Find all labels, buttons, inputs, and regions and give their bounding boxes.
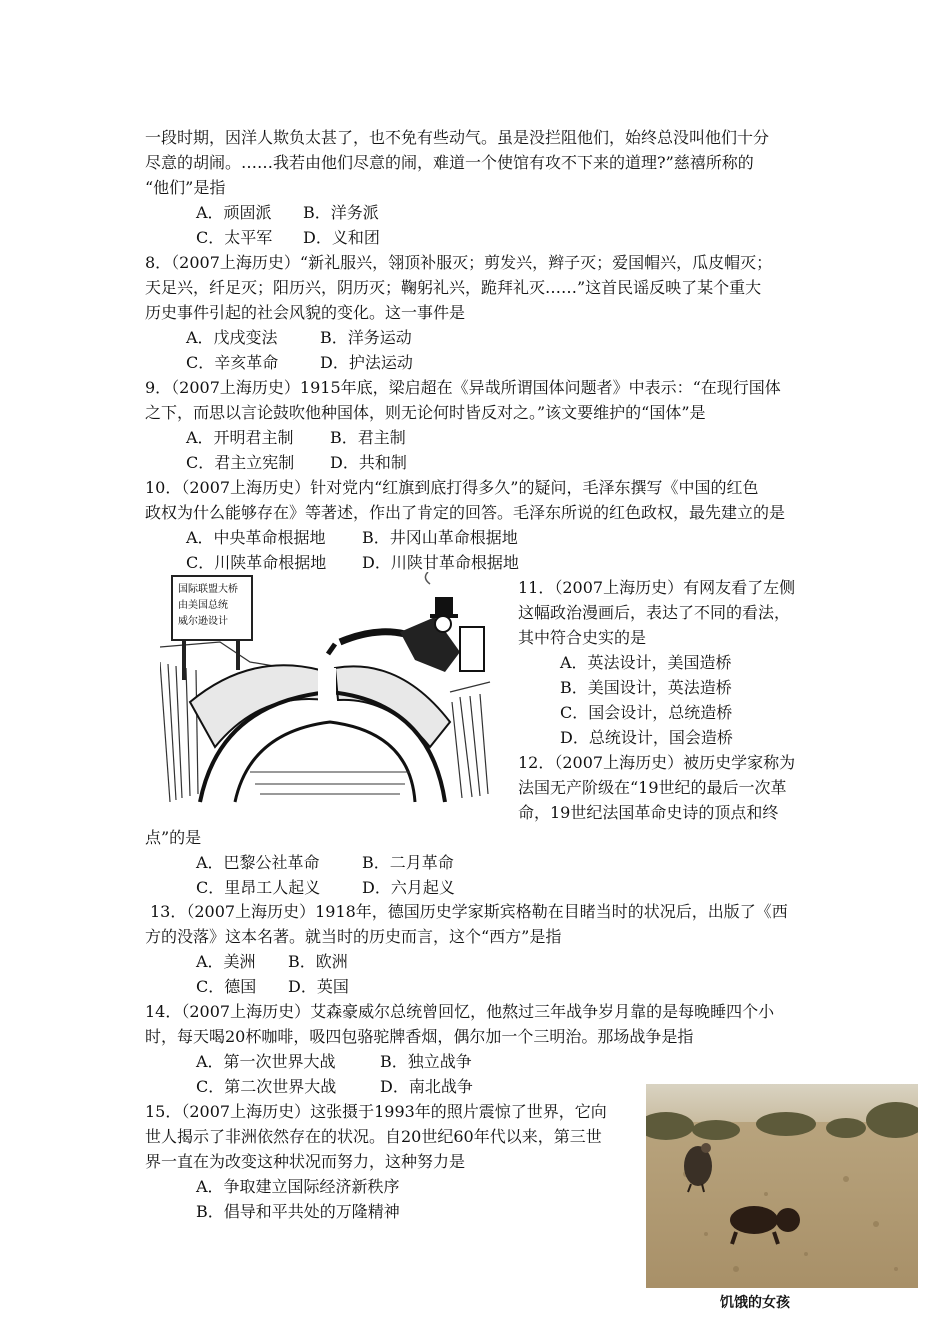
cartoon-sign-text-1: 国际联盟大桥 (178, 584, 238, 595)
q11-line-2: 这幅政治漫画后，表达了不同的看法， (518, 603, 791, 622)
q12-line-1: 12．（2007上海历史）被历史学家称为 (518, 753, 796, 772)
q7-line-2: 尽意的胡闹。……我若由他们尽意的闹，难道一个使馆有攻不下来的道理?”慈禧所称的 (145, 153, 754, 172)
q7-line-3: “他们”是指 (145, 178, 226, 197)
q11-option-c: C．国会设计，总统造桥 (560, 703, 733, 722)
q11-line-3: 其中符合史实的是 (518, 628, 647, 647)
q12-line-2: 法国无产阶级在“19世纪的最后一次革 (518, 778, 787, 797)
q10-option-d: D．川陕甘革命根据地 (362, 553, 519, 572)
q11-option-a: A．英法设计，美国造桥 (560, 653, 732, 672)
cartoon-sign-text-3: 威尔逊设计 (178, 616, 228, 627)
q15-option-a: A．争取建立国际经济新秩序 (196, 1177, 400, 1196)
q11-option-d: D．总统设计，国会造桥 (560, 728, 733, 747)
q13-line-1: 13．（2007上海历史）1918年，德国历史学家斯宾格勒在目睹当时的状况后，出版了《西 (150, 902, 788, 921)
q9-option-c: C．君主立宪制 (186, 453, 295, 472)
q15-line-3: 界一直在为改变这种状况而努力，这种努力是 (145, 1152, 466, 1171)
photo-drawing (646, 1084, 918, 1288)
q14-option-a: A．第一次世界大战 (196, 1052, 336, 1071)
q11-line-1: 11．（2007上海历史）有网友看了左侧 (518, 578, 796, 597)
q7-option-a: A．顽固派 (196, 203, 272, 222)
q13-line-2: 方的没落》这本名著。就当时的历史而言，这个“西方”是指 (145, 927, 562, 946)
q7-line-1: 一段时期，因洋人欺负太甚了，也不免有些动气。虽是没拦阻他们，始终总没叫他们十分 (145, 128, 770, 147)
q9-line-2: 之下，而思以言论鼓吹他种国体，则无论何时皆反对之。”该文要维护的“国体”是 (145, 403, 706, 422)
political-cartoon-bridge (160, 572, 496, 804)
q15-line-2: 世人揭示了非洲依然存在的状况。自20世纪60年代以来，第三世 (145, 1127, 602, 1146)
q13-option-b: B．欧洲 (288, 952, 348, 971)
q12-option-b: B．二月革命 (362, 853, 454, 872)
q13-option-a: A．美洲 (196, 952, 256, 971)
q8-option-a: A．戊戌变法 (186, 328, 278, 347)
q10-option-c: C．川陕革命根据地 (186, 553, 327, 572)
q8-line-3: 历史事件引起的社会风貌的变化。这一事件是 (145, 303, 466, 322)
q12-line-3: 命，19世纪法国革命史诗的顶点和终 (518, 803, 779, 822)
q14-option-b: B．独立战争 (380, 1052, 472, 1071)
cartoon-sign-text-2: 由美国总统 (178, 600, 228, 611)
q10-line-1: 10．（2007上海历史）针对党内“红旗到底打得多久”的疑问，毛泽东撰写《中国的红色 (145, 478, 759, 497)
q14-option-d: D．南北战争 (380, 1077, 473, 1096)
q7-option-c: C．太平军 (196, 228, 273, 247)
q14-line-2: 时，每天喝20杯咖啡，吸四包骆驼牌香烟，偶尔加一个三明治。那场战争是指 (145, 1027, 694, 1046)
starving-girl-photo (646, 1084, 918, 1288)
q10-option-a: A．中央革命根据地 (186, 528, 326, 547)
q13-option-c: C．德国 (196, 977, 257, 996)
q12-option-d: D．六月起义 (362, 878, 455, 897)
q9-option-a: A．开明君主制 (186, 428, 294, 447)
cartoon-drawing (160, 572, 496, 804)
q13-option-d: D．英国 (288, 977, 349, 996)
q7-option-b: B．洋务派 (303, 203, 379, 222)
q8-option-b: B．洋务运动 (320, 328, 412, 347)
q8-option-d: D．护法运动 (320, 353, 413, 372)
q12-option-a: A．巴黎公社革命 (196, 853, 320, 872)
q8-option-c: C．辛亥革命 (186, 353, 279, 372)
q14-option-c: C．第二次世界大战 (196, 1077, 337, 1096)
q8-line-2: 天足兴，纤足灭；阳历兴，阴历灭；鞠躬礼兴，跪拜礼灭……”这首民谣反映了某个重大 (145, 278, 762, 297)
q10-option-b: B．井冈山革命根据地 (362, 528, 518, 547)
q12-line-4: 点”的是 (145, 828, 202, 847)
q11-option-b: B．美国设计，英法造桥 (560, 678, 732, 697)
q12-option-c: C．里昂工人起义 (196, 878, 321, 897)
q10-line-2: 政权为什么能够存在》等著述，作出了肯定的回答。毛泽东所说的红色政权，最先建立的是 (145, 503, 786, 522)
q9-line-1: 9．（2007上海历史）1915年底，梁启超在《异哉所谓国体问题者》中表示：“在现行国体 (145, 378, 781, 397)
q14-line-1: 14．（2007上海历史）艾森豪威尔总统曾回忆，他熬过三年战争岁月靠的是每晚睡四个小 (145, 1002, 775, 1021)
q9-option-d: D．共和制 (330, 453, 407, 472)
q9-option-b: B．君主制 (330, 428, 406, 447)
q15-line-1: 15．（2007上海历史）这张摄于1993年的照片震惊了世界，它向 (145, 1102, 607, 1121)
q8-line-1: 8．（2007上海历史）“新礼服兴，翎顶补服灭；剪发兴，辫子灭；爱国帽兴，瓜皮帽灭； (145, 253, 773, 272)
q7-option-d: D．义和团 (303, 228, 380, 247)
photo-caption: 饥饿的女孩 (720, 1295, 790, 1311)
q15-option-b: B．倡导和平共处的万隆精神 (196, 1202, 400, 1221)
